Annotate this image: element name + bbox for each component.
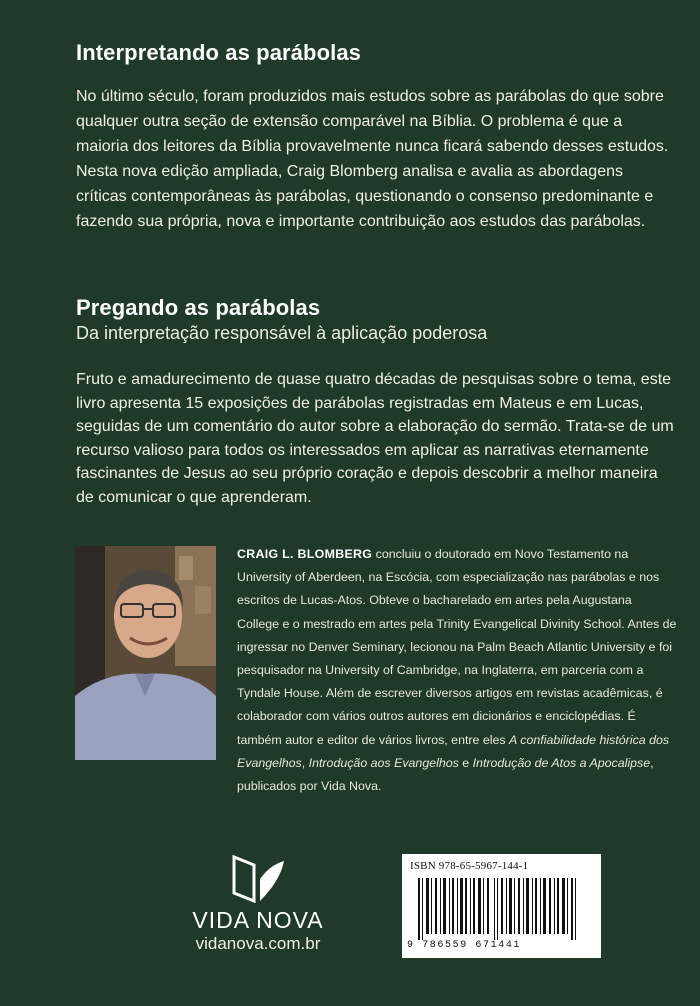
section-interpretation bbox=[76, 40, 676, 234]
author-portrait-image bbox=[75, 546, 216, 760]
barcode-digits: 9 786559 671441 bbox=[407, 940, 522, 951]
book-title: Introdução de Atos a Apocalipse bbox=[472, 755, 651, 770]
author-name: CRAIG L. BLOMBERG bbox=[237, 547, 373, 561]
section-title: Interpretando as parábolas bbox=[76, 40, 362, 65]
separator: , bbox=[301, 755, 309, 770]
isbn-barcode bbox=[402, 854, 601, 958]
author-photo bbox=[75, 546, 216, 760]
publisher-website: vidanova.com.br bbox=[195, 934, 321, 953]
vida-nova-book-icon bbox=[228, 855, 288, 903]
isbn-label: ISBN 978-65-5967-144-1 bbox=[410, 860, 529, 872]
section-body: Fruto e amadurecimento de quase quatro décadas de pesquisas sobre o tema, este livro apresenta 15 exposições de parábolas registradas em Mateus e em Lucas, seguidas de um comentário do autor sobre a elaboração do sermão. Trata-se de um recurso valioso para todos os interessados em aplicar as narrativas eternamente fascinantes de Jesus ao seu próprio coração e depois descobrir a melhor maneira de comunicar o que aprenderam. bbox=[76, 371, 674, 506]
book-title: A confiabilidade histórica dos Evangelhos bbox=[237, 732, 670, 770]
section-title: Pregando as parábolas bbox=[76, 295, 321, 320]
author-bio bbox=[237, 543, 677, 798]
book-title: Introdução aos Evangelhos bbox=[308, 755, 459, 770]
publisher-logo bbox=[178, 855, 338, 954]
section-preaching bbox=[76, 295, 676, 509]
section-body: No último século, foram produzidos mais estudos sobre as parábolas do que sobre qualquer outra seção de extensão comparável na Bíblia. O problema é que a maioria dos leitores da Bíblia provavelmente nunca ficará sabendo desses estudos. Nesta nova edição ampliada, Craig Blomberg analisa e avalia as abordagens críticas contemporâneas às parábolas, questionando o consenso predominante e fazendo sua própria, nova e importante contribuição aos estudos das parábolas. bbox=[76, 88, 669, 230]
publisher-name: VIDA NOVA bbox=[192, 907, 324, 933]
author-bio-text: concluiu o doutorado em Novo Testamento na University of Aberdeen, na Escócia, com especialização nas parábolas e nos escritos de Lucas-Atos. Obteve o bacharelado em artes pela Augustana College e o mestrado em artes pela Trinity Evangelical Divinity School. Antes de ingressar no Denver Seminary, lecionou na Palm Beach Atlantic University e foi pesquisador na University of Cambridge, na Inglaterra, em parceria com a Tyndale House. Além de escrever diversos artigos em revistas acadêmicas, é colaborador com vários outros autores em dicionários e enciclopédias. É também autor e editor de vários livros, entre eles bbox=[237, 547, 677, 747]
barcode-bars bbox=[412, 878, 592, 940]
separator: e bbox=[458, 755, 473, 770]
author-bio-text-end: , publicados por Vida Nova. bbox=[237, 755, 654, 794]
section-subtitle: Da interpretação responsável à aplicação poderosa bbox=[76, 323, 488, 343]
